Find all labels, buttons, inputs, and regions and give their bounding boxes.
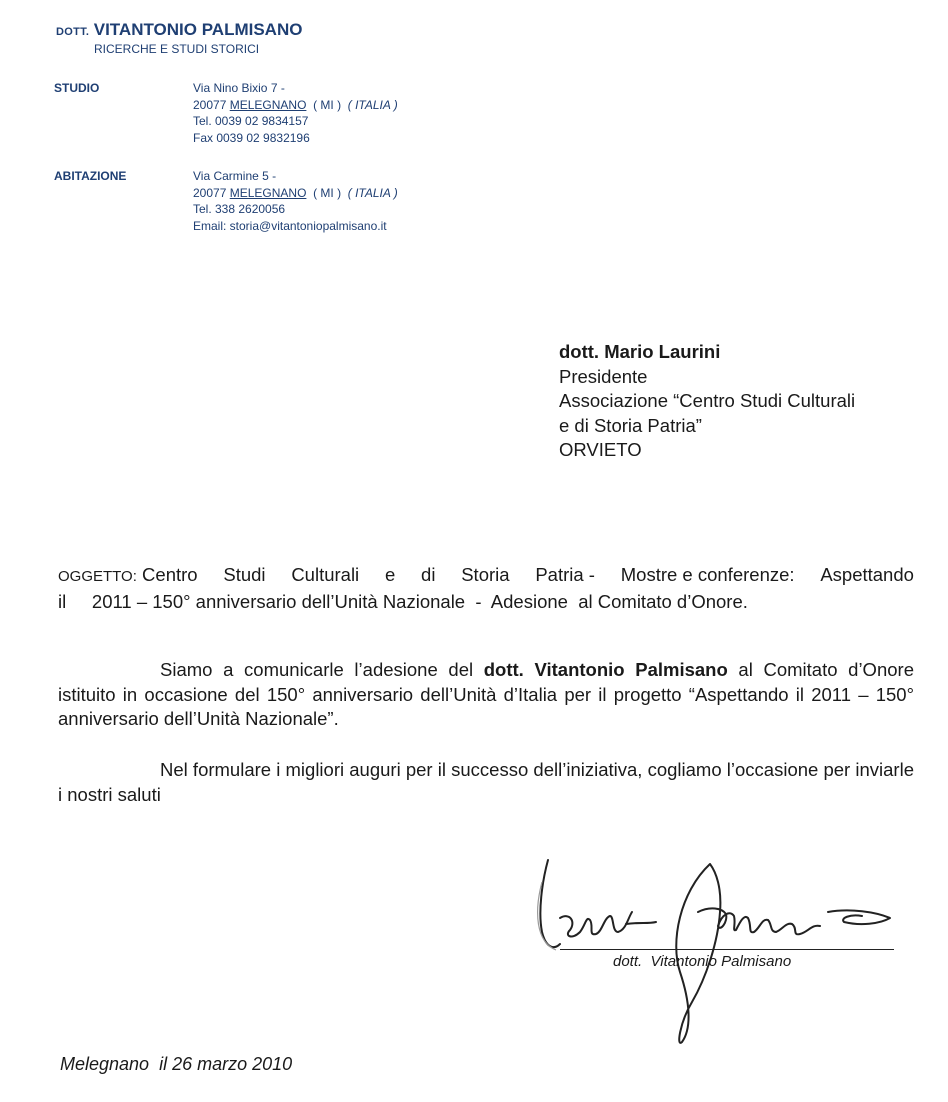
subject-word: Studi — [223, 564, 266, 585]
recipient-org-line2: e di Storia Patria” — [559, 414, 702, 436]
home-province: ( MI ) — [313, 185, 342, 200]
subject-line1 — [58, 563, 914, 590]
paragraph-2-text: Nel formulare i migliori auguri per il successo dell’iniziativa, cogliamo l’occasione per inviarle i nostri saluti — [58, 759, 914, 805]
letterhead-subtitle: RICERCHE E STUDI STORICI — [94, 42, 260, 56]
home-city: MELEGNANO — [229, 185, 307, 200]
home-zip: 20077 — [193, 185, 227, 200]
subject-word: Patria - — [535, 564, 595, 585]
studio-address — [193, 80, 398, 146]
letterhead-title-prefix: DOTT. — [56, 26, 90, 38]
recipient-city: ORVIETO — [559, 439, 642, 460]
subject — [58, 563, 914, 614]
subject-first: OGGETTO: Centro — [58, 564, 198, 585]
home-email[interactable]: Email: storia@vitantoniopalmisano.it — [193, 218, 387, 233]
paragraph-1-bold: dott. Vitantonio Palmisano — [483, 659, 728, 680]
home-country: ( ITALIA ) — [347, 185, 398, 200]
studio-province: ( MI ) — [313, 97, 342, 112]
studio-city: MELEGNANO — [229, 97, 307, 112]
letterhead-full-name: VITANTONIO PALMISANO — [93, 20, 303, 39]
studio-country: ( ITALIA ) — [347, 97, 398, 112]
home-street: Via Carmine 5 - — [193, 169, 277, 183]
paragraph-1-after: al Comitato d’Onore istituito in occasione del 150° anniversario dell’Unità d’Italia per il progetto “Aspettando il 2011 – 150° anniversario dell’Unità Nazionale”. — [58, 659, 914, 729]
recipient-block — [559, 340, 855, 463]
studio-zip: 20077 — [193, 97, 227, 112]
studio-label: STUDIO — [54, 81, 100, 95]
home-address — [193, 168, 398, 234]
studio-phone: Tel. 0039 02 9834157 — [193, 114, 309, 128]
studio-fax: Fax 0039 02 9832196 — [193, 130, 310, 145]
studio-city-line — [193, 97, 398, 114]
subject-line2: il 2011 – 150° anniversario dell’Unità Nazionale - Adesione al Comitato d’Onore. — [58, 590, 748, 612]
place-date: Melegnano il 26 marzo 2010 — [60, 1054, 293, 1074]
recipient-name: dott. Mario Laurini — [559, 341, 721, 362]
subject-word: Aspettando — [820, 564, 914, 585]
recipient-org-line1: Associazione “Centro Studi Culturali — [559, 390, 856, 411]
paragraph-1 — [58, 658, 914, 732]
subject-word: Mostre e conferenze: — [620, 564, 795, 585]
paragraph-1-before: Siamo a comunicarle l’adesione del — [160, 659, 484, 680]
subject-label: OGGETTO: — [58, 568, 137, 585]
subject-word: e — [384, 564, 396, 585]
subject-word: Culturali — [291, 564, 360, 585]
home-label: ABITAZIONE — [54, 169, 127, 183]
signature-line — [560, 949, 894, 950]
subject-word: di — [421, 564, 436, 585]
studio-street: Via Nino Bixio 7 - — [193, 81, 285, 95]
handwritten-signature — [530, 852, 900, 1052]
paragraph-2 — [58, 758, 914, 807]
letterhead-name — [56, 20, 302, 40]
recipient-role: Presidente — [559, 365, 648, 387]
home-city-line — [193, 185, 398, 202]
home-phone: Tel. 338 2620056 — [193, 202, 286, 216]
signature-name: dott. Vitantonio Palmisano — [613, 953, 792, 970]
subject-word: Storia — [461, 564, 510, 585]
